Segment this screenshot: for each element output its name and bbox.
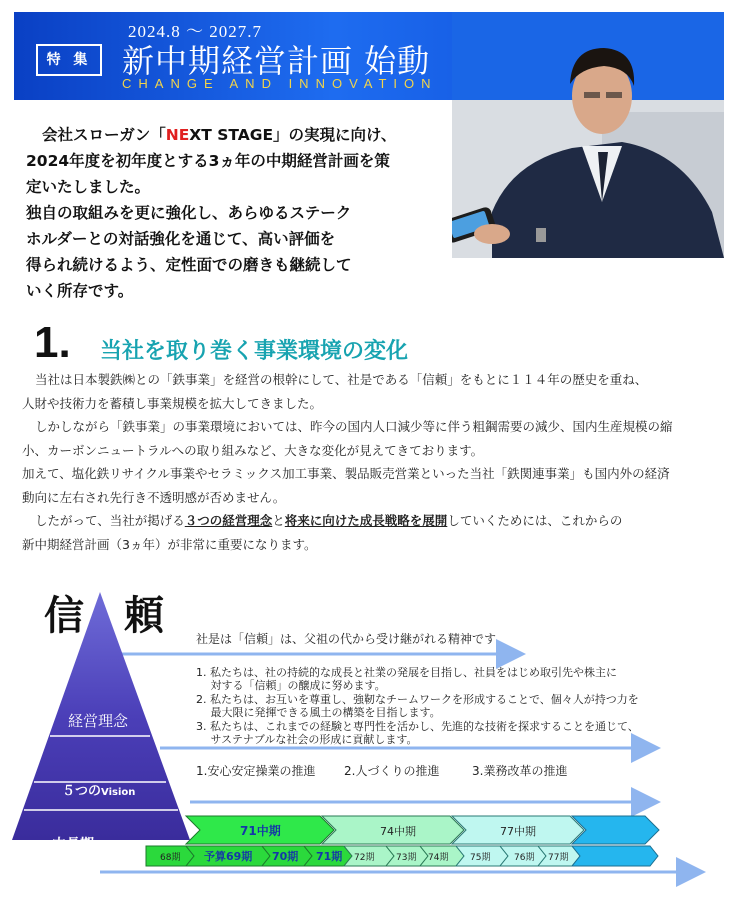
principle-line: 2. 私たちは、お互いを尊重し、強靭なチームワークを形成することで、個々人が持つ力を (196, 693, 639, 706)
principle-line: 1. 私たちは、社の持続的な成長と社業の発展を目指し、社員をはじめ取引先や株主に (196, 666, 617, 679)
motto-text: 社是は「信頼」は、父祖の代から受け継がれる精神です (196, 632, 497, 646)
period-label: 70期 (272, 850, 299, 863)
section-body: 当社は日本製鉄㈱との「鉄事業」を経営の根幹にして、社是である「信頼」をもとに１１４年の歴史を重ね、 人財や技術力を蓄積し事業規模を拡大してきました。 しかしながら「鉄事業」の事業環境においては、昨今の国内人口減少等に伴う粗鋼需要の減少、国内生産規模の縮 小、カーボンニュートラルへの取り組みなど、大きな変化が見えてきております。 加えて、塩化鉄リサイクル事業やセラミックス加工事業、製品販売営業といった当社「鉄関連事業」も国内外の経済 動向に左右され先行き不透明感が否めません。 したがって、当社が掲げる３つの経営理念と将来に向けた成長戦略を展開していくためには、これからの 新中期経営計画（3ヵ年）が非常に重要になります。 (22, 372, 673, 552)
section-title: 当社を取り巻く事業環境の変化 (100, 339, 409, 364)
period-label: 予算69期 (204, 850, 253, 863)
principle-line: 対する「信頼」の醸成に努めます。 (196, 679, 386, 692)
midterm-label: 77中期 (500, 825, 536, 838)
intro-text: 会社スローガン「NEXT STAGE」の実現に向け、 2024年度を初年度とする3ヵ年の中期経営計画を策 定いたしました。 独自の取組みを更に強化し、あらゆるステーク ホルダーとの対話強化を通じて、高い評価を 得られ続けるよう、定性面での磨きも継続して いく所存です。 (26, 126, 397, 300)
president-photo (452, 12, 724, 258)
period-label: 75期 (470, 853, 491, 863)
vision-item: 3.業務改革の推進 (472, 764, 568, 778)
period-label: 72期 (354, 853, 375, 863)
feature-tag: 特 集 (36, 44, 102, 76)
period-label: 68期 (160, 853, 181, 863)
pyramid-label-midterm: 中長期Vision (52, 837, 132, 853)
period-label: 74期 (428, 853, 449, 863)
principle-line: サステナブルな社会の形成に貢献します。 (196, 733, 418, 746)
principle-line: 最大限に発揮できる風土の構築を目指します。 (196, 706, 441, 719)
page-title: 新中期経営計画 始動 (122, 42, 431, 80)
period-label: 73期 (396, 853, 417, 863)
period-label: 71期 (316, 850, 343, 863)
midterm-label: 74中期 (380, 825, 416, 838)
period-label: 76期 (514, 853, 535, 863)
period-label: 77期 (548, 853, 569, 863)
principle-line: 3. 私たちは、これまでの経験と専門性を活かし、先進的な技術を探求することを通じて、 (196, 720, 639, 733)
section-number: 1. (34, 318, 71, 367)
management-diagram (0, 578, 745, 918)
vision-item: 2.人づくりの推進 (344, 764, 440, 778)
plan-period: 2024.8 ～ 2027.7 (128, 22, 262, 41)
pyramid-label-philosophy: 経営理念 (68, 712, 129, 730)
midterm-label: 71中期 (240, 824, 281, 838)
pyramid-label-vision: ５つのVision (62, 784, 136, 799)
page-subtitle: CHANGE AND INNOVATION (122, 76, 438, 91)
vision-item: 1.安心安定操業の推進 (196, 764, 316, 778)
trust-calligraphy: 信 頼 (44, 592, 164, 639)
